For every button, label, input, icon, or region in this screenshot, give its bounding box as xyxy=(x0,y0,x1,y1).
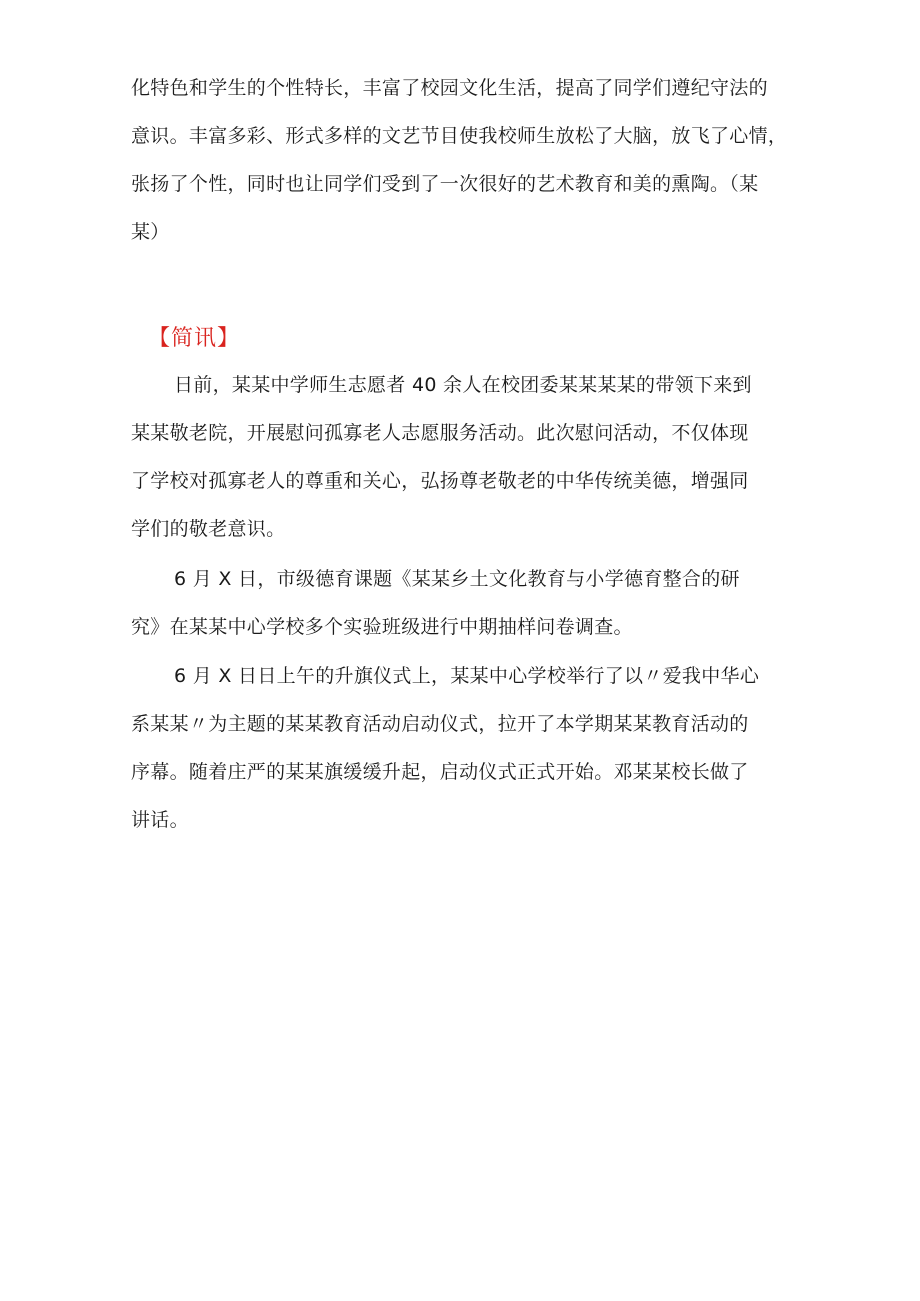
text-line: 序幕。随着庄严的某某旗缓缓升起，启动仪式正式开始。邓某某校长做了 xyxy=(131,761,749,783)
text-line: 某某敬老院，开展慰问孤寡老人志愿服务活动。此次慰问活动，不仅体现 xyxy=(131,422,749,444)
text-line: 张扬了个性，同时也让同学们受到了一次很好的艺术教育和美的熏陶。（某 xyxy=(131,173,759,195)
text-line: 学们的敬老意识。 xyxy=(131,518,286,540)
text-line: 了学校对孤寡老人的尊重和关心，弘扬尊老敬老的中华传统美德，增强同 xyxy=(131,470,749,492)
text-line: 系某某〃为主题的某某教育活动启动仪式，拉开了本学期某某教育活动的 xyxy=(131,713,749,735)
text-line: 化特色和学生的个性特长，丰富了校园文化生活，提高了同学们遵纪守法的 xyxy=(131,77,768,99)
text-line: 讲话。 xyxy=(131,809,189,831)
text-line: 意识。丰富多彩、形式多样的文艺节目使我校师生放松了大脑，放飞了心情， xyxy=(131,125,788,147)
text-line: 某） xyxy=(131,221,170,243)
news-heading: 【简讯】 xyxy=(148,326,241,351)
text-line: 日前，某某中学师生志愿者 40 余人在校团委某某某某的带领下来到 xyxy=(174,374,752,396)
text-line: 6 月 X 日日上午的升旗仪式上，某某中心学校举行了以〃爱我中华心 xyxy=(174,665,760,687)
text-line: 究》在某某中心学校多个实验班级进行中期抽样问卷调查。 xyxy=(131,616,633,638)
text-line: 6 月 X 日，市级德育课题《某某乡土文化教育与小学德育整合的研 xyxy=(174,568,740,590)
